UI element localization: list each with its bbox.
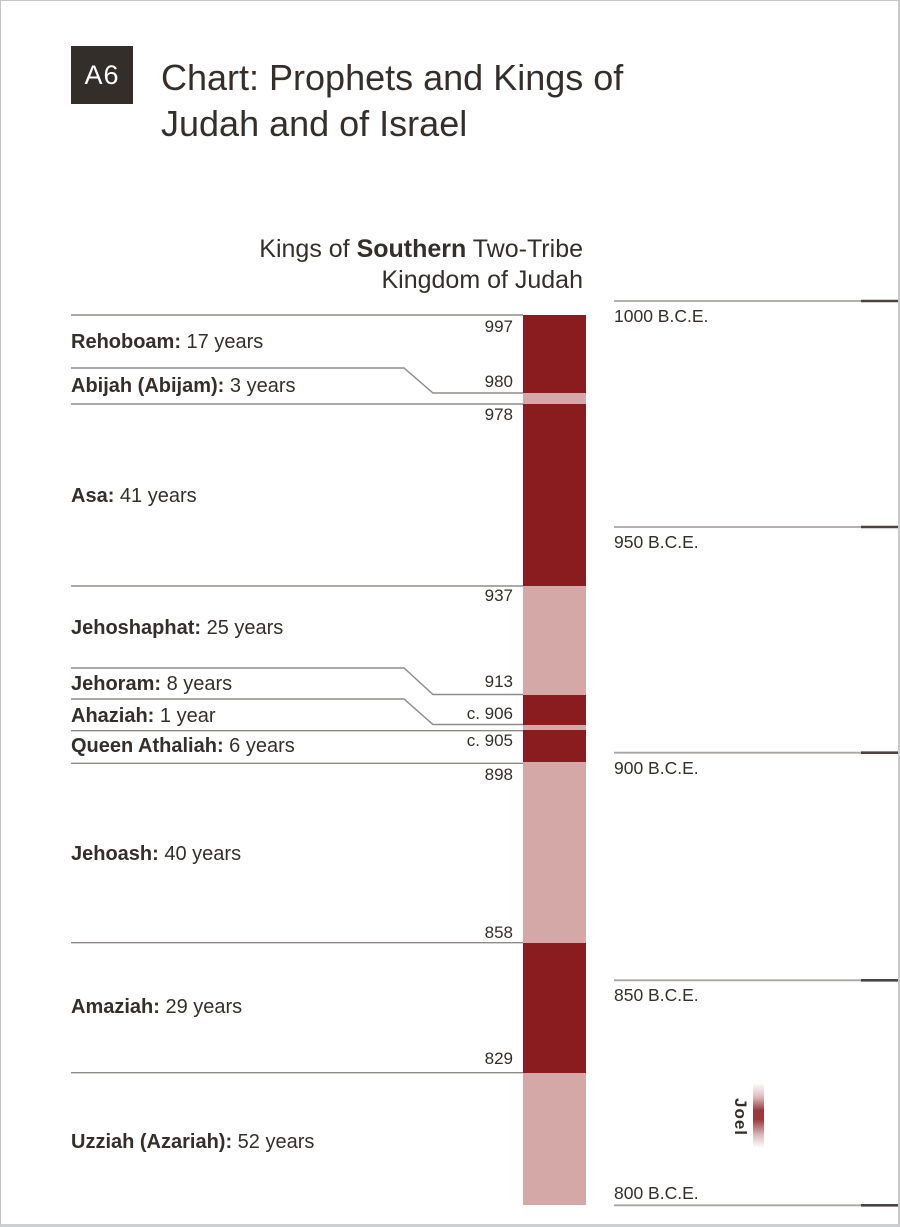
reign-segment-jehoram bbox=[523, 695, 586, 725]
reign-segment-rehoboam bbox=[523, 315, 586, 393]
king-label-jehoash bbox=[71, 841, 241, 867]
reign-timeline-bar bbox=[523, 315, 586, 1205]
subtitle-emphasis: Southern bbox=[356, 235, 467, 263]
king-reign-length-jehoram: 8 years bbox=[161, 673, 233, 695]
king-name-rehoboam: Rehoboam: bbox=[71, 331, 181, 353]
column-subtitle-line1 bbox=[259, 234, 583, 265]
axis-label-800-b-c-e: 800 B.C.E. bbox=[614, 1183, 699, 1204]
king-name-jehoram: Jehoram: bbox=[71, 673, 162, 695]
reign-segment-asa bbox=[523, 404, 586, 586]
page-title bbox=[161, 55, 623, 147]
reign-segment-queen-athaliah bbox=[523, 730, 586, 762]
king-label-rehoboam bbox=[71, 329, 263, 355]
reign-segment-jehoash bbox=[523, 762, 586, 943]
reign-segment-abijah-abijam bbox=[523, 393, 586, 404]
year-label-jehoash: 898 bbox=[484, 765, 513, 784]
page-title-line1: Chart: Prophets and Kings of bbox=[161, 57, 624, 98]
column-subtitle-line2: Kingdom of Judah bbox=[381, 266, 583, 294]
king-reign-length-ahaziah: 1 year bbox=[154, 705, 216, 727]
king-reign-length-queen-athaliah: 6 years bbox=[223, 735, 295, 757]
king-label-asa bbox=[71, 483, 197, 509]
year-label-jehoram: 913 bbox=[484, 672, 513, 691]
king-label-queen-athaliah bbox=[71, 733, 295, 759]
king-label-amaziah bbox=[71, 994, 242, 1020]
king-name-ahaziah: Ahaziah: bbox=[71, 705, 155, 727]
year-label-asa: 978 bbox=[484, 405, 513, 424]
year-label-uzziah-azariah: 829 bbox=[484, 1049, 513, 1068]
king-name-asa: Asa: bbox=[71, 485, 115, 507]
subtitle-suffix: Two-Tribe bbox=[466, 235, 583, 263]
year-label-rehoboam: 997 bbox=[484, 317, 513, 336]
reign-segment-uzziah-azariah bbox=[523, 1073, 586, 1205]
subtitle-prefix: Kings of bbox=[259, 235, 357, 263]
king-reign-length-jehoash: 40 years bbox=[158, 843, 242, 865]
reign-segment-amaziah bbox=[523, 943, 586, 1073]
king-reign-length-uzziah-azariah: 52 years bbox=[232, 1131, 315, 1153]
king-name-jehoshaphat: Jehoshaphat: bbox=[71, 617, 202, 639]
year-label-jehoshaphat: 937 bbox=[484, 586, 513, 605]
year-label-queen-athaliah: c. 905 bbox=[466, 731, 513, 750]
prophet-name-joel: Joel bbox=[731, 1098, 750, 1137]
axis-label-950-b-c-e: 950 B.C.E. bbox=[614, 532, 699, 552]
king-label-abijah-abijam bbox=[71, 373, 296, 399]
king-label-jehoram bbox=[71, 671, 232, 697]
appendix-badge: A6 bbox=[71, 46, 133, 104]
king-reign-length-amaziah: 29 years bbox=[159, 996, 243, 1018]
reign-segment-jehoshaphat bbox=[523, 586, 586, 695]
king-reign-length-abijah-abijam: 3 years bbox=[224, 375, 296, 397]
king-reign-length-jehoshaphat: 25 years bbox=[201, 617, 284, 639]
king-label-uzziah-azariah bbox=[71, 1129, 314, 1155]
year-label-abijah-abijam: 980 bbox=[484, 372, 513, 391]
axis-label-850-b-c-e: 850 B.C.E. bbox=[614, 985, 699, 1006]
page-title-line2: Judah and of Israel bbox=[161, 103, 468, 144]
king-name-amaziah: Amaziah: bbox=[71, 996, 160, 1018]
king-name-abijah-abijam: Abijah (Abijam): bbox=[71, 375, 225, 397]
column-subtitle bbox=[259, 234, 583, 296]
king-reign-length-asa: 41 years bbox=[114, 485, 197, 507]
year-label-amaziah: 858 bbox=[484, 923, 513, 942]
divider-lines-overlay bbox=[1, 1, 900, 1227]
king-label-jehoshaphat bbox=[71, 615, 283, 641]
prophet-marker-joel bbox=[753, 1083, 764, 1148]
king-reign-length-rehoboam: 17 years bbox=[181, 331, 264, 353]
axis-label-900-b-c-e: 900 B.C.E. bbox=[614, 757, 699, 778]
king-name-uzziah-azariah: Uzziah (Azariah): bbox=[71, 1131, 233, 1153]
king-name-jehoash: Jehoash: bbox=[71, 843, 159, 865]
axis-label-1000-b-c-e: 1000 B.C.E. bbox=[614, 306, 709, 326]
king-name-queen-athaliah: Queen Athaliah: bbox=[71, 735, 224, 757]
year-label-ahaziah: c. 906 bbox=[466, 704, 513, 723]
king-label-ahaziah bbox=[71, 703, 216, 729]
